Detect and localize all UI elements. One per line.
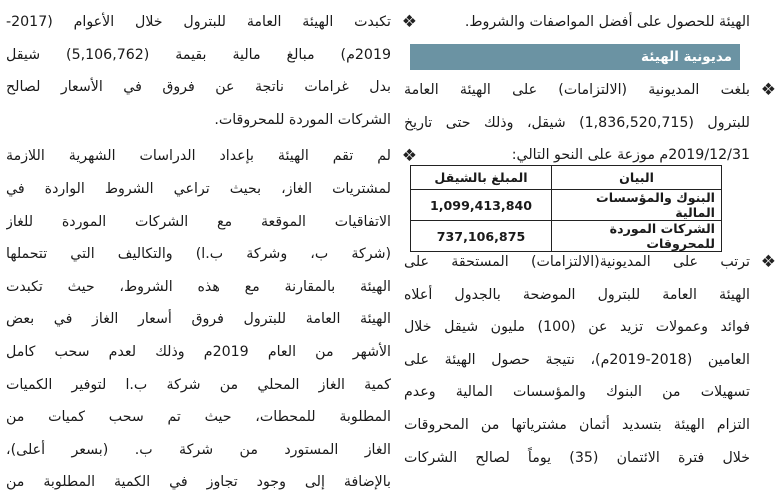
text-line: خلال فترة الائتمان (35) يوماً لصالح الشركات [404, 449, 750, 466]
bullet-icon: ❖ [401, 146, 417, 167]
text-line: (شركة ب، وشركة ب.ا) والتكاليف التي تتحملها [6, 246, 391, 263]
text-line: لم تقم الهيئة بإعداد الدراسات الشهرية اللازمة [6, 148, 391, 165]
bullet-icon: ❖ [401, 12, 417, 32]
text-line: فوائد وعمولات تزيد عن (100) مليون شيقل خلال [404, 319, 750, 336]
table-header-item: البيان [552, 166, 722, 190]
table-header-amount: المبلغ بالشيقل [411, 166, 552, 190]
text-line: الهيئة للحصول على أفضل المواصفات والشروط. [464, 14, 750, 30]
text-line: الهيئة بالمقارنة مع هذه الشروط، حيث تكبدت [6, 278, 391, 295]
table-header-row [411, 166, 722, 190]
text-line: الاتفاقيات الموقعة مع الشركات الموردة للغاز [6, 213, 391, 230]
right-column-body [401, 74, 776, 172]
text-line: التزام الهيئة بتسديد أثمان مشترياتها من المحروقات [404, 416, 750, 433]
section-header-authority-debt: مديونية الهيئة [410, 44, 740, 70]
paragraph-interest-commissions [404, 246, 776, 474]
text-line: الغاز المستورد من شركة ب. (بسعر أعلى)، [6, 441, 391, 458]
left-column [6, 0, 417, 499]
text-line: لمشتريات الغاز، بحيث تراعي الشروط الواردة في [6, 180, 391, 197]
text-line: الأشهر من العام 2019م وذلك لعدم سحب كامل [6, 343, 391, 360]
paragraph-continuation [401, 6, 750, 39]
text-line: كمية الغاز المحلي من شركة ب.ا لتوفير الكميات [6, 376, 391, 393]
text-line: ترتب على المديونية(الالتزامات) المستحقة على [404, 254, 750, 270]
text-line: الهيئة العامة للبترول فروق أسعار الغاز في بعض [6, 311, 391, 328]
text-line: المطلوبة للمحطات، حيث تم سحب كميات من [6, 409, 391, 426]
table-cell-item: الشركات الموردة للمحروقات [552, 221, 722, 252]
text-line: العامين (2018-2019م)، نتيجة حصول الهيئة على [404, 351, 750, 368]
text-line: 2019/12/31م موزعة على النحو التالي: [511, 147, 750, 164]
paragraph-debt-total [401, 74, 776, 172]
table-cell-amount: 737,106,875 [411, 221, 552, 252]
table-cell-item: البنوك والمؤسسات المالية [552, 190, 722, 221]
text-line: تسهيلات من البنوك والمؤسسات المالية وعدم [404, 384, 750, 401]
text-line: بالإضافة إلى وجود تجاوز في الكمية المطلوبة من [6, 474, 391, 491]
paragraph-price-difference-fines [6, 6, 417, 136]
text-line: 2019م) مبالغ مالية بقيمة (5,106,762) شيقل [6, 46, 391, 63]
right-column [401, 0, 750, 39]
text-line: تكبدت الهيئة العامة للبترول خلال الأعوام (2017- [6, 14, 391, 30]
debt-table [410, 165, 722, 252]
table-row [411, 190, 722, 221]
text-line: بدل غرامات ناتجة عن فروق في الأسعار لصالح [6, 79, 391, 96]
text-line: بلغت المديونية (الالتزامات) على الهيئة العامة [404, 82, 750, 98]
bullet-icon: ❖ [760, 252, 776, 272]
text-line: للبترول (1,836,520,715) شيقل، وذلك حتى تاريخ [404, 114, 750, 131]
table-cell-amount: 1,099,413,840 [411, 190, 552, 221]
text-line: الشركات الموردة للمحروقات. [214, 111, 391, 128]
bullet-icon: ❖ [760, 80, 776, 100]
right-column-lower [404, 246, 776, 474]
text-line: الهيئة العامة للبترول الموضحة بالجدول أعلاه [404, 286, 750, 303]
paragraph-gas-studies [6, 140, 417, 499]
